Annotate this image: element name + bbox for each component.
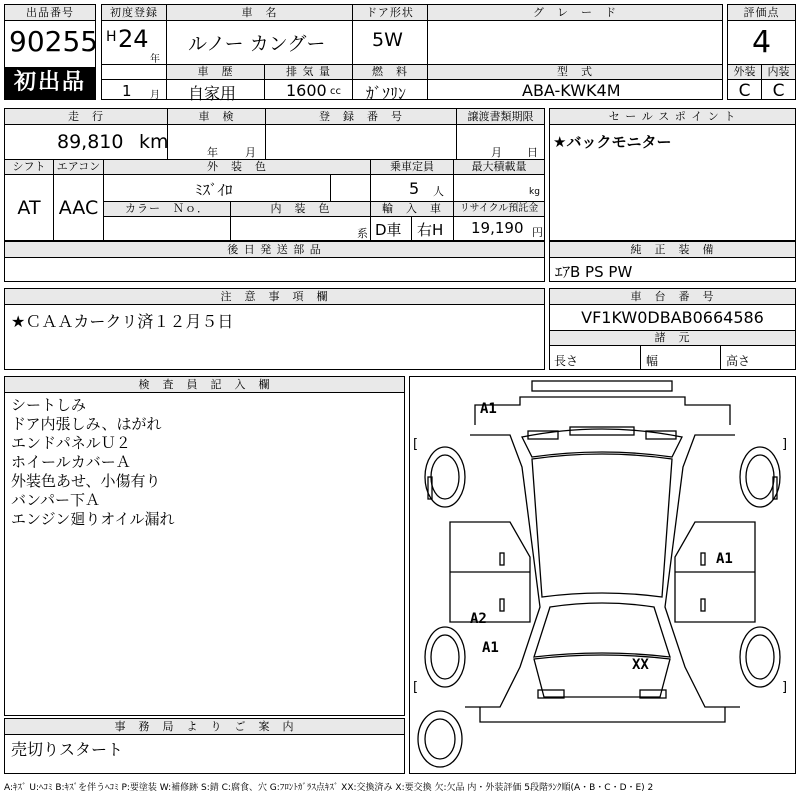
genuine-equipment-label: 純 正 装 備 (550, 242, 795, 258)
office-notice-label: 事 務 局 よ り ご 案 内 (5, 719, 404, 735)
fuel-label: 燃 料 (353, 65, 427, 79)
int-label: 内装 (762, 65, 795, 79)
grade-label: グ レ ー ド (428, 5, 722, 20)
genuine-equipment-value: ｴｱB PS PW (555, 263, 633, 281)
selling-point-text: ★バックモニター (553, 133, 672, 151)
inspector-note: バンパー下Ａ (11, 491, 100, 509)
later-parts-label: 後 日 発 送 部 品 (5, 242, 544, 258)
damage-code-legend: A:ｷｽﾞ U:ﾍｺﾐ B:ｷｽﾞを伴うﾍｺﾐ P:要塗装 W:補修跡 S:錆 C:腐食、穴 G:ﾌﾛﾝﾄｶﾞﾗｽ点ｷｽﾞ XX:交換済み X:要交換 欠:欠品 内・外装評価 5段階ﾗﾝｸ順(A・B・C・D・E) 2 (4, 783, 654, 793)
bracket-left-lower: [ (413, 680, 419, 695)
office-notice-value: 売切りスタート (11, 740, 124, 759)
fuel-value: ｶﾞｿﾘﾝ (366, 84, 407, 103)
ac-label: エアコン (54, 160, 103, 174)
era-prefix: H (106, 29, 117, 45)
car-damage-diagram (409, 376, 796, 774)
detail-table (4, 108, 545, 241)
history-label: 車 歴 (167, 65, 264, 79)
inspector-notes-list (11, 396, 175, 529)
ac-value: AAC (58, 197, 99, 219)
damage-mark: A1 (482, 640, 499, 656)
length-label: 長さ (554, 354, 579, 368)
reg-label: 初度登録 (102, 5, 166, 20)
recycle-value: 19,190 (471, 219, 524, 237)
office-notice-box (4, 718, 405, 774)
capacity-label: 乗車定員 (371, 160, 453, 174)
shift-value: AT (17, 197, 41, 219)
inspection-year-unit: 年 (207, 146, 218, 159)
width-label: 幅 (646, 354, 659, 368)
color-label: 外 装 色 (104, 160, 370, 174)
score-box (727, 4, 796, 100)
colorno-label: カラー Ｎｏ． (104, 202, 230, 216)
notes-value: ★ＣＡＡカークリ済１２月５日 (11, 312, 234, 331)
inspector-note: エンジン廻りオイル漏れ (11, 510, 175, 528)
recycle-unit: 円 (532, 226, 543, 239)
inspection-label: 車 検 (168, 109, 265, 124)
car-name: ルノー カングー (188, 33, 326, 55)
damage-mark: XX (632, 657, 649, 673)
chassis-number: VF1KW0DBAB0664586 (581, 308, 764, 327)
model-label: 型 式 (428, 65, 722, 79)
damage-mark: A1 (716, 551, 733, 567)
inspector-note: 外装色あせ、小傷有り (11, 472, 161, 490)
import-value-2: 右H (417, 221, 444, 239)
import-value-1: D車 (375, 221, 402, 239)
interior-label: 内 装 色 (231, 202, 370, 216)
selling-point-label: セ ー ル ス ポ イ ン ト (550, 109, 795, 125)
ext-label: 外装 (728, 65, 761, 79)
later-parts-box (4, 241, 545, 282)
disp-value: 1600 (286, 81, 327, 100)
int-value: C (772, 81, 785, 101)
load-label: 最大積載量 (454, 160, 544, 174)
regno-label: 登 録 番 号 (266, 109, 456, 124)
capacity-value: 5 (409, 179, 420, 198)
vehicle-info-table (101, 4, 723, 103)
shift-label: シフト (5, 160, 53, 174)
mileage-value: 89,810 (57, 131, 124, 153)
car-name-label: 車 名 (167, 5, 352, 20)
score-value: 4 (751, 25, 772, 60)
bracket-right-upper: ] (782, 437, 788, 452)
damage-mark: A1 (480, 401, 497, 417)
model-value: ABA-KWK4M (522, 81, 621, 100)
transfer-day-unit: 日 (527, 146, 538, 159)
inspector-notes-box (4, 376, 405, 716)
notes-label: 注 意 事 項 欄 (5, 289, 544, 305)
history-value: 自家用 (188, 84, 237, 103)
bracket-right-lower: ] (782, 680, 788, 695)
lot-number-box (4, 4, 99, 100)
genuine-equipment-box (549, 241, 796, 282)
inspector-note: ドア内張しみ、はがれ (11, 415, 162, 433)
dims-label: 諸 元 (550, 331, 795, 345)
damage-mark: A2 (470, 611, 487, 627)
lot-number-label: 出品番号 (5, 5, 95, 21)
interior-unit: 系 (357, 227, 368, 240)
reg-month: 1 (122, 82, 132, 100)
inspection-month-unit: 月 (245, 146, 256, 159)
notes-box (4, 288, 545, 370)
height-label: 高さ (726, 354, 751, 368)
selling-point-box (549, 108, 796, 241)
mileage-label: 走 行 (5, 109, 167, 124)
transfer-label: 譲渡書類期限 (457, 109, 544, 124)
score-label: 評価点 (728, 5, 795, 21)
ext-value: C (738, 81, 751, 101)
car-outline-diagram (410, 377, 795, 773)
door-value: 5W (372, 29, 403, 51)
chassis-label: 車 台 番 号 (550, 289, 795, 305)
door-label: ドア形状 (353, 5, 427, 20)
bracket-left-upper: [ (413, 437, 419, 452)
disp-unit: cc (330, 86, 341, 97)
lot-number: 90255 (9, 25, 99, 58)
reg-month-unit: 月 (150, 90, 160, 101)
reg-year: 24 (118, 25, 149, 53)
import-label: 輸 入 車 (371, 202, 453, 216)
transfer-month-unit: 月 (491, 146, 502, 159)
first-listing-badge: 初出品 (5, 67, 95, 99)
color-value: ﾐｽﾞｲﾛ (195, 181, 233, 199)
inspector-note: シートしみ (11, 396, 87, 414)
inspector-note: ホイールカバーＡ (11, 453, 131, 471)
mileage-unit: km (139, 131, 169, 153)
recycle-label: リサイクル預託金 (454, 202, 544, 216)
inspector-note: エンドパネルＵ２ (11, 434, 131, 452)
inspector-notes-label: 検 査 員 記 入 欄 (5, 377, 404, 393)
capacity-unit: 人 (433, 185, 444, 198)
disp-label: 排 気 量 (265, 65, 352, 79)
chassis-box (549, 288, 796, 370)
load-unit: kg (529, 187, 540, 197)
reg-year-unit: 年 (150, 54, 160, 65)
